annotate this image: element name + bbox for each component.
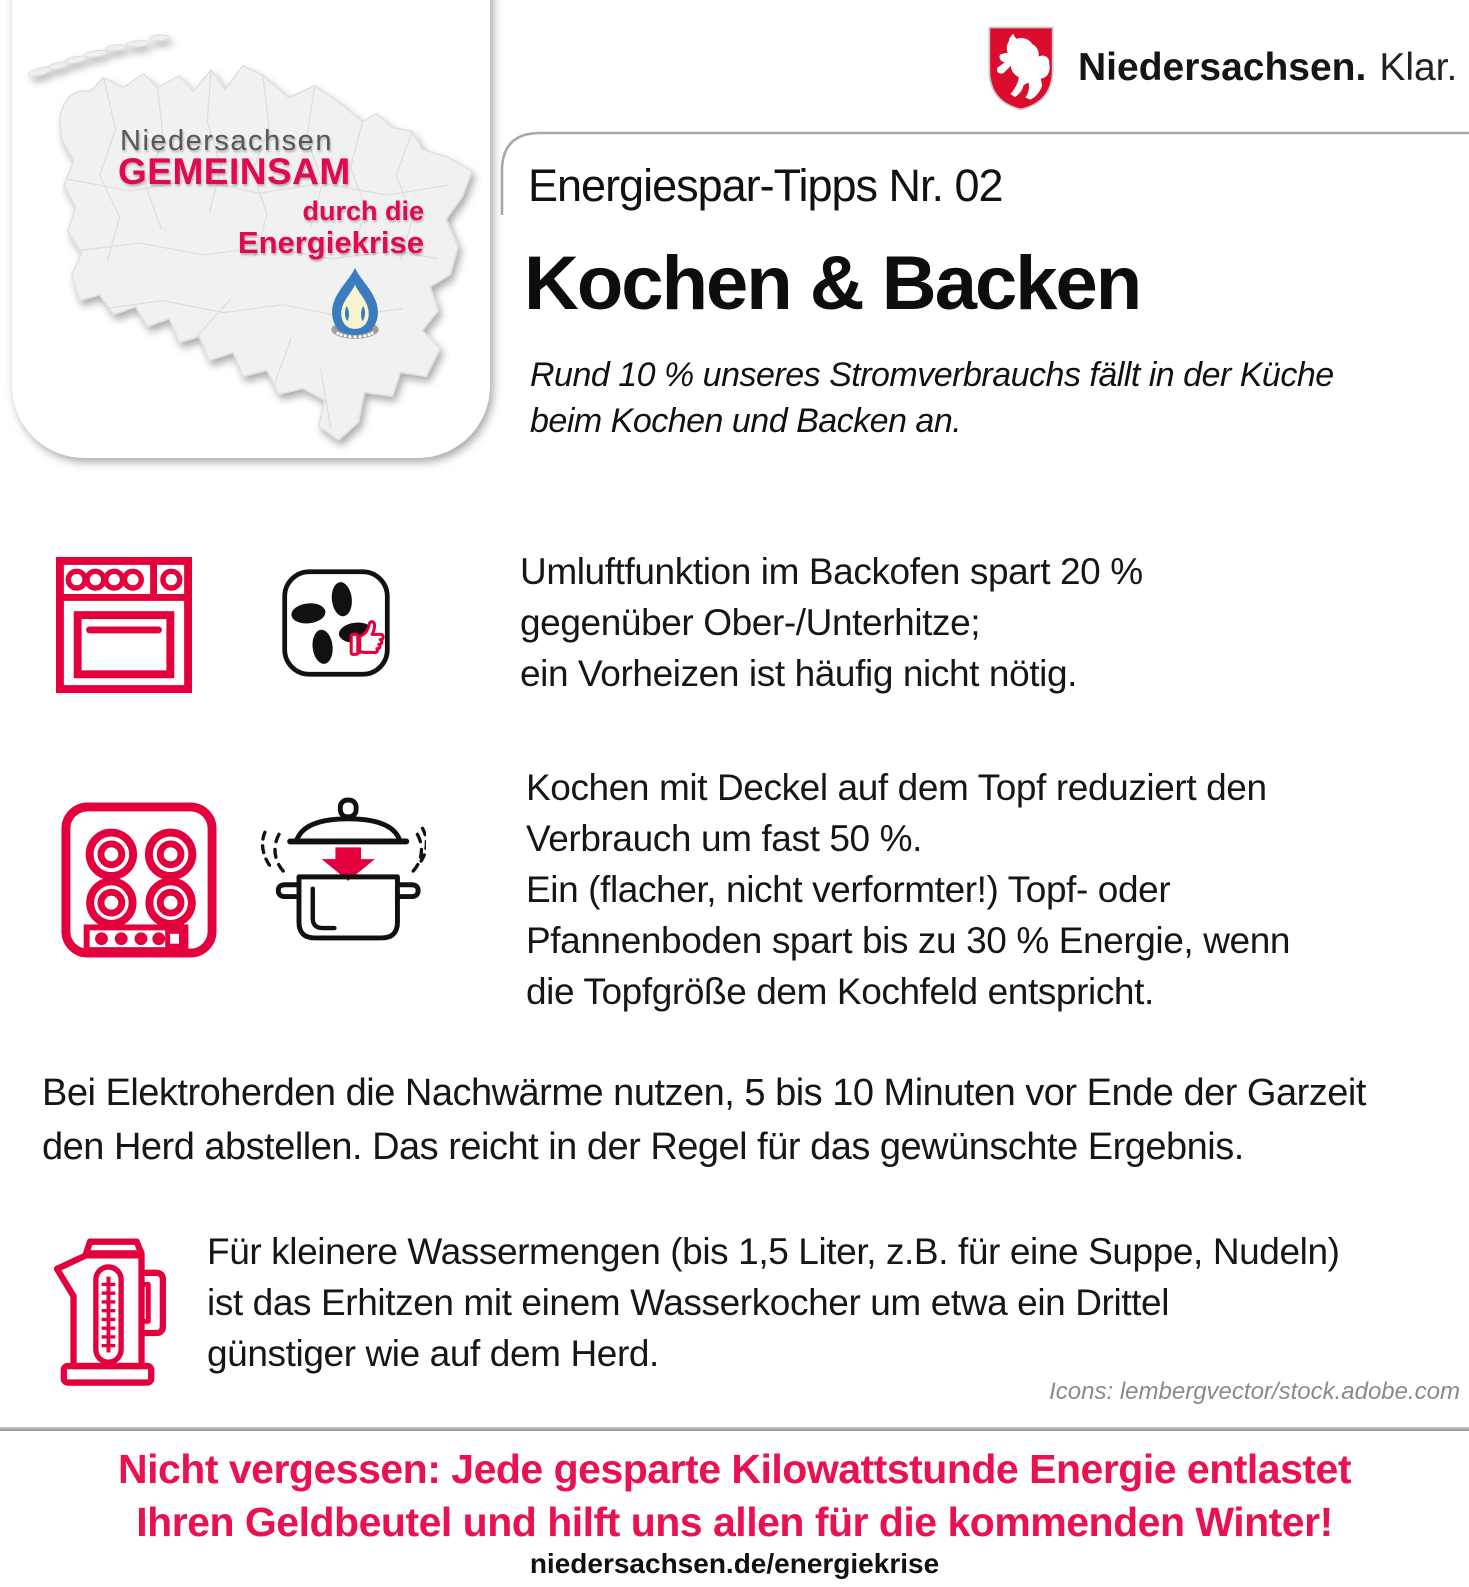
nachwaerme-paragraph xyxy=(42,1066,1366,1174)
lower-saxony-crest-icon xyxy=(983,24,1059,112)
footer-divider xyxy=(0,1427,1469,1431)
wordmark-klar: Klar. xyxy=(1379,46,1458,89)
footer-warning-line: Nicht vergessen: Jede gesparte Kilowattstunde Energie entlastet xyxy=(117,1446,1352,1492)
tip-line: Kochen mit Deckel auf dem Topf reduziert den xyxy=(526,767,1267,808)
tip-deckel-text xyxy=(526,762,1290,1017)
tip-line: ist das Erhitzen mit einem Wasserkocher um etwa ein Drittel xyxy=(207,1282,1170,1323)
page-title: Kochen & Backen xyxy=(524,241,1141,326)
east-frisian-islands xyxy=(27,34,169,78)
map-slogan-durch-die: durch die xyxy=(302,196,424,226)
icon-credit: Icons: lembergvector/stock.adobe.com xyxy=(1049,1378,1460,1405)
oven-icon xyxy=(55,556,193,694)
gas-flame-icon xyxy=(326,266,384,346)
pot-with-lid-icon xyxy=(234,790,426,948)
wordmark xyxy=(1078,46,1457,90)
tip-line: Umluftfunktion im Backofen spart 20 % xyxy=(520,551,1143,592)
paragraph-line: den Herd abstellen. Das reicht in der Regel für das gewünschte Ergebnis. xyxy=(42,1126,1244,1168)
tip-line: gegenüber Ober-/Unterhitze; xyxy=(520,602,981,643)
map-slogan-gemeinsam: GEMEINSAM xyxy=(118,151,351,192)
convection-fan-thumbsup-icon xyxy=(277,566,395,680)
tip-line: Pfannenboden spart bis zu 30 % Energie, wenn xyxy=(526,920,1291,961)
map-slogan-energiekrise: Energiekrise xyxy=(237,225,424,260)
map-region-label: Niedersachsen xyxy=(120,125,333,157)
tip-umluft-text xyxy=(520,546,1143,699)
tip-line: günstiger wie auf dem Herd. xyxy=(207,1333,659,1374)
footer-url: niedersachsen.de/energiekrise xyxy=(529,1548,940,1579)
tip-wasserkocher-text xyxy=(207,1226,1340,1379)
footer-warning xyxy=(0,1443,1469,1549)
cooktop-icon xyxy=(60,800,218,960)
subtitle xyxy=(530,352,1334,444)
tip-line: die Topfgröße dem Kochfeld entspricht. xyxy=(526,971,1154,1012)
subtitle-line: Rund 10 % unseres Stromverbrauchs fällt in der Küche xyxy=(530,356,1334,394)
kettle-icon xyxy=(47,1232,169,1402)
wordmark-niedersachsen: Niedersachsen. xyxy=(1078,46,1367,89)
tip-line: ein Vorheizen ist häufig nicht nötig. xyxy=(520,653,1078,694)
footer-warning-line: Ihren Geldbeutel und hilft uns allen für die kommenden Winter! xyxy=(136,1499,1333,1545)
tip-line: Für kleinere Wassermengen (bis 1,5 Liter, z.B. für eine Suppe, Nudeln) xyxy=(207,1231,1340,1272)
series-kicker: Energiespar-Tipps Nr. 02 xyxy=(528,160,1003,211)
tip-line: Ein (flacher, nicht verformter!) Topf- oder xyxy=(526,869,1171,910)
subtitle-line: beim Kochen und Backen an. xyxy=(530,402,962,440)
map-card xyxy=(12,0,490,458)
paragraph-line: Bei Elektroherden die Nachwärme nutzen, 5 bis 10 Minuten vor Ende der Garzeit xyxy=(42,1072,1366,1114)
tip-line: Verbrauch um fast 50 %. xyxy=(526,818,922,859)
